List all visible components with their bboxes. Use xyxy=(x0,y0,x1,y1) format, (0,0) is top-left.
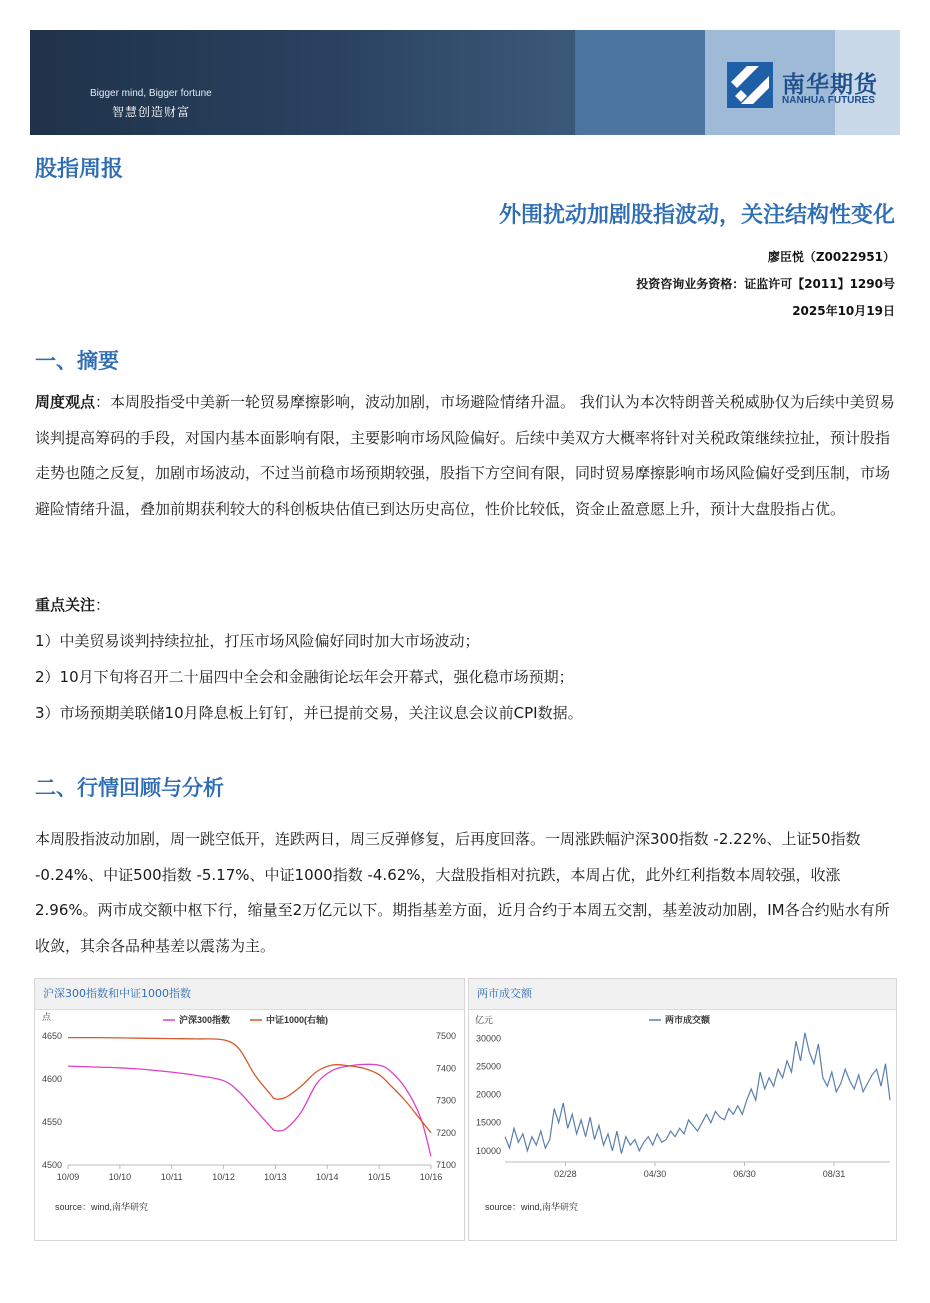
y-right-tick-label: 7100 xyxy=(436,1160,457,1170)
x-tick-label: 10/14 xyxy=(316,1172,339,1182)
section-title-market-review: 二、行情回顾与分析 xyxy=(35,776,224,800)
y-tick-label: 4650 xyxy=(42,1031,63,1041)
series-line xyxy=(505,1033,890,1154)
report-date: 2025年10月19日 xyxy=(792,304,895,318)
x-tick-label: 10/15 xyxy=(367,1172,391,1182)
y-axis-unit-label: 亿元 xyxy=(475,1015,494,1025)
nanhua-logo-icon xyxy=(727,62,773,108)
focus-heading xyxy=(35,594,110,615)
chart-source: source：wind,南华研究 xyxy=(55,1202,149,1212)
banner-stripe xyxy=(575,30,705,135)
x-tick-label: 10/09 xyxy=(56,1172,80,1182)
slogan-chinese: 智慧创造财富 xyxy=(112,105,191,119)
x-tick-label: 10/13 xyxy=(264,1172,287,1182)
y-axis-unit-label: 点 xyxy=(42,1012,52,1022)
y-tick-label: 20000 xyxy=(475,1089,501,1100)
section-title-summary: 一、摘要 xyxy=(35,349,119,373)
x-tick-label: 02/28 xyxy=(554,1169,577,1179)
y-right-tick-label: 7400 xyxy=(436,1063,457,1074)
chart-panel-index xyxy=(34,978,465,1241)
y-tick-label: 10000 xyxy=(475,1145,501,1156)
series-line xyxy=(68,1064,431,1156)
x-tick-label: 04/30 xyxy=(643,1169,667,1179)
focus-item: 1）中美贸易谈判持续拉扯，打压市场风险偏好同时加大市场波动； xyxy=(35,632,480,650)
series-line xyxy=(68,1038,431,1133)
slogan-english: Bigger mind, Bigger fortune xyxy=(90,88,212,99)
y-tick-label: 15000 xyxy=(475,1117,501,1128)
x-tick-label: 10/16 xyxy=(419,1172,443,1182)
legend-label: 两市成交额 xyxy=(665,1015,711,1025)
chart-panel-turnover xyxy=(468,978,897,1241)
legend-label: 沪深300指数 xyxy=(179,1015,231,1025)
y-tick-label: 25000 xyxy=(475,1061,501,1072)
y-right-tick-label: 7300 xyxy=(436,1095,457,1106)
brand-name-chinese: 南华期货 xyxy=(782,72,878,98)
focus-item: 2）10月下旬将召开二十届四中全会和金融街论坛年会开幕式，强化稳市场预期； xyxy=(35,668,574,686)
chart-source: source：wind,南华研究 xyxy=(485,1202,579,1212)
chart-title: 两市成交额 xyxy=(469,979,896,1010)
y-tick-label: 4500 xyxy=(42,1160,63,1170)
x-tick-label: 10/10 xyxy=(108,1172,132,1182)
y-right-tick-label: 7500 xyxy=(436,1031,457,1041)
report-license: 投资咨询业务资格：证监许可【2011】1290号 xyxy=(636,277,895,291)
y-right-tick-label: 7200 xyxy=(436,1127,457,1138)
chart-title: 沪深300指数和中证1000指数 xyxy=(35,979,464,1010)
report-author: 廖臣悦（Z0022951） xyxy=(767,250,895,264)
y-tick-label: 4600 xyxy=(42,1074,63,1084)
legend-label: 中证1000(右轴) xyxy=(266,1015,329,1025)
report-type: 股指周报 xyxy=(35,157,124,182)
focus-item: 3）市场预期美联储10月降息板上钉钉，并已提前交易，关注议息会议前CPI数据。 xyxy=(35,704,583,722)
report-headline: 外围扰动加剧股指波动，关注结构性变化 xyxy=(498,203,895,228)
market-review-paragraph: 本周股指波动加剧，周一跳空低开，连跌两日，周三反弹修复，后再度回落。一周涨跌幅沪深300指数 -2.22%、上证50指数 -0.24%、中证500指数 -5.17%、中证1000指数 -4.62%，大盘股指相对抗跌，本周占优，此外红利指数本周较强，收涨2.96%。两市成交额中枢下行，缩量至2万亿元以下。期指基差方面，近月合约于本周五交割，基差波动加剧，IM各合约贴水有所收敛，其余各品种基差以震荡为主。 xyxy=(35,830,890,956)
x-tick-label: 10/11 xyxy=(160,1172,183,1182)
weekly-view-label: 周度观点 xyxy=(35,393,96,411)
focus-colon: ： xyxy=(95,596,111,614)
y-tick-label: 30000 xyxy=(475,1033,501,1044)
x-tick-label: 10/12 xyxy=(212,1172,235,1182)
y-tick-label: 4550 xyxy=(42,1117,63,1127)
index-line-chart xyxy=(35,1010,464,1239)
turnover-line-chart xyxy=(469,1010,896,1239)
brand-name-english: NANHUA FUTURES xyxy=(782,95,875,106)
x-tick-label: 06/30 xyxy=(733,1169,756,1179)
weekly-view-paragraph xyxy=(35,385,895,528)
weekly-view-text: ：本周股指受中美新一轮贸易摩擦影响，波动加剧，市场避险情绪升温。 我们认为本次特朗普关税威胁仅为后续中美贸易谈判提高筹码的手段，对国内基本面影响有限，主要影响市场风险偏好。后续中美双方大概率将针对关税政策继续拉扯，预计股指走势也随之反复，加剧市场波动，不过当前稳市场预期较强，股指下方空间有限，同时贸易摩擦影响市场风险偏好受到压制，市场避险情绪升温，叠加前期获利较大的科创板块估值已到达历史高位，性价比较低，资金止盈意愿上升，预计大盘股指占优。 xyxy=(35,393,895,519)
focus-label: 重点关注 xyxy=(35,596,96,614)
x-tick-label: 08/31 xyxy=(822,1169,846,1179)
header-banner xyxy=(30,30,900,135)
